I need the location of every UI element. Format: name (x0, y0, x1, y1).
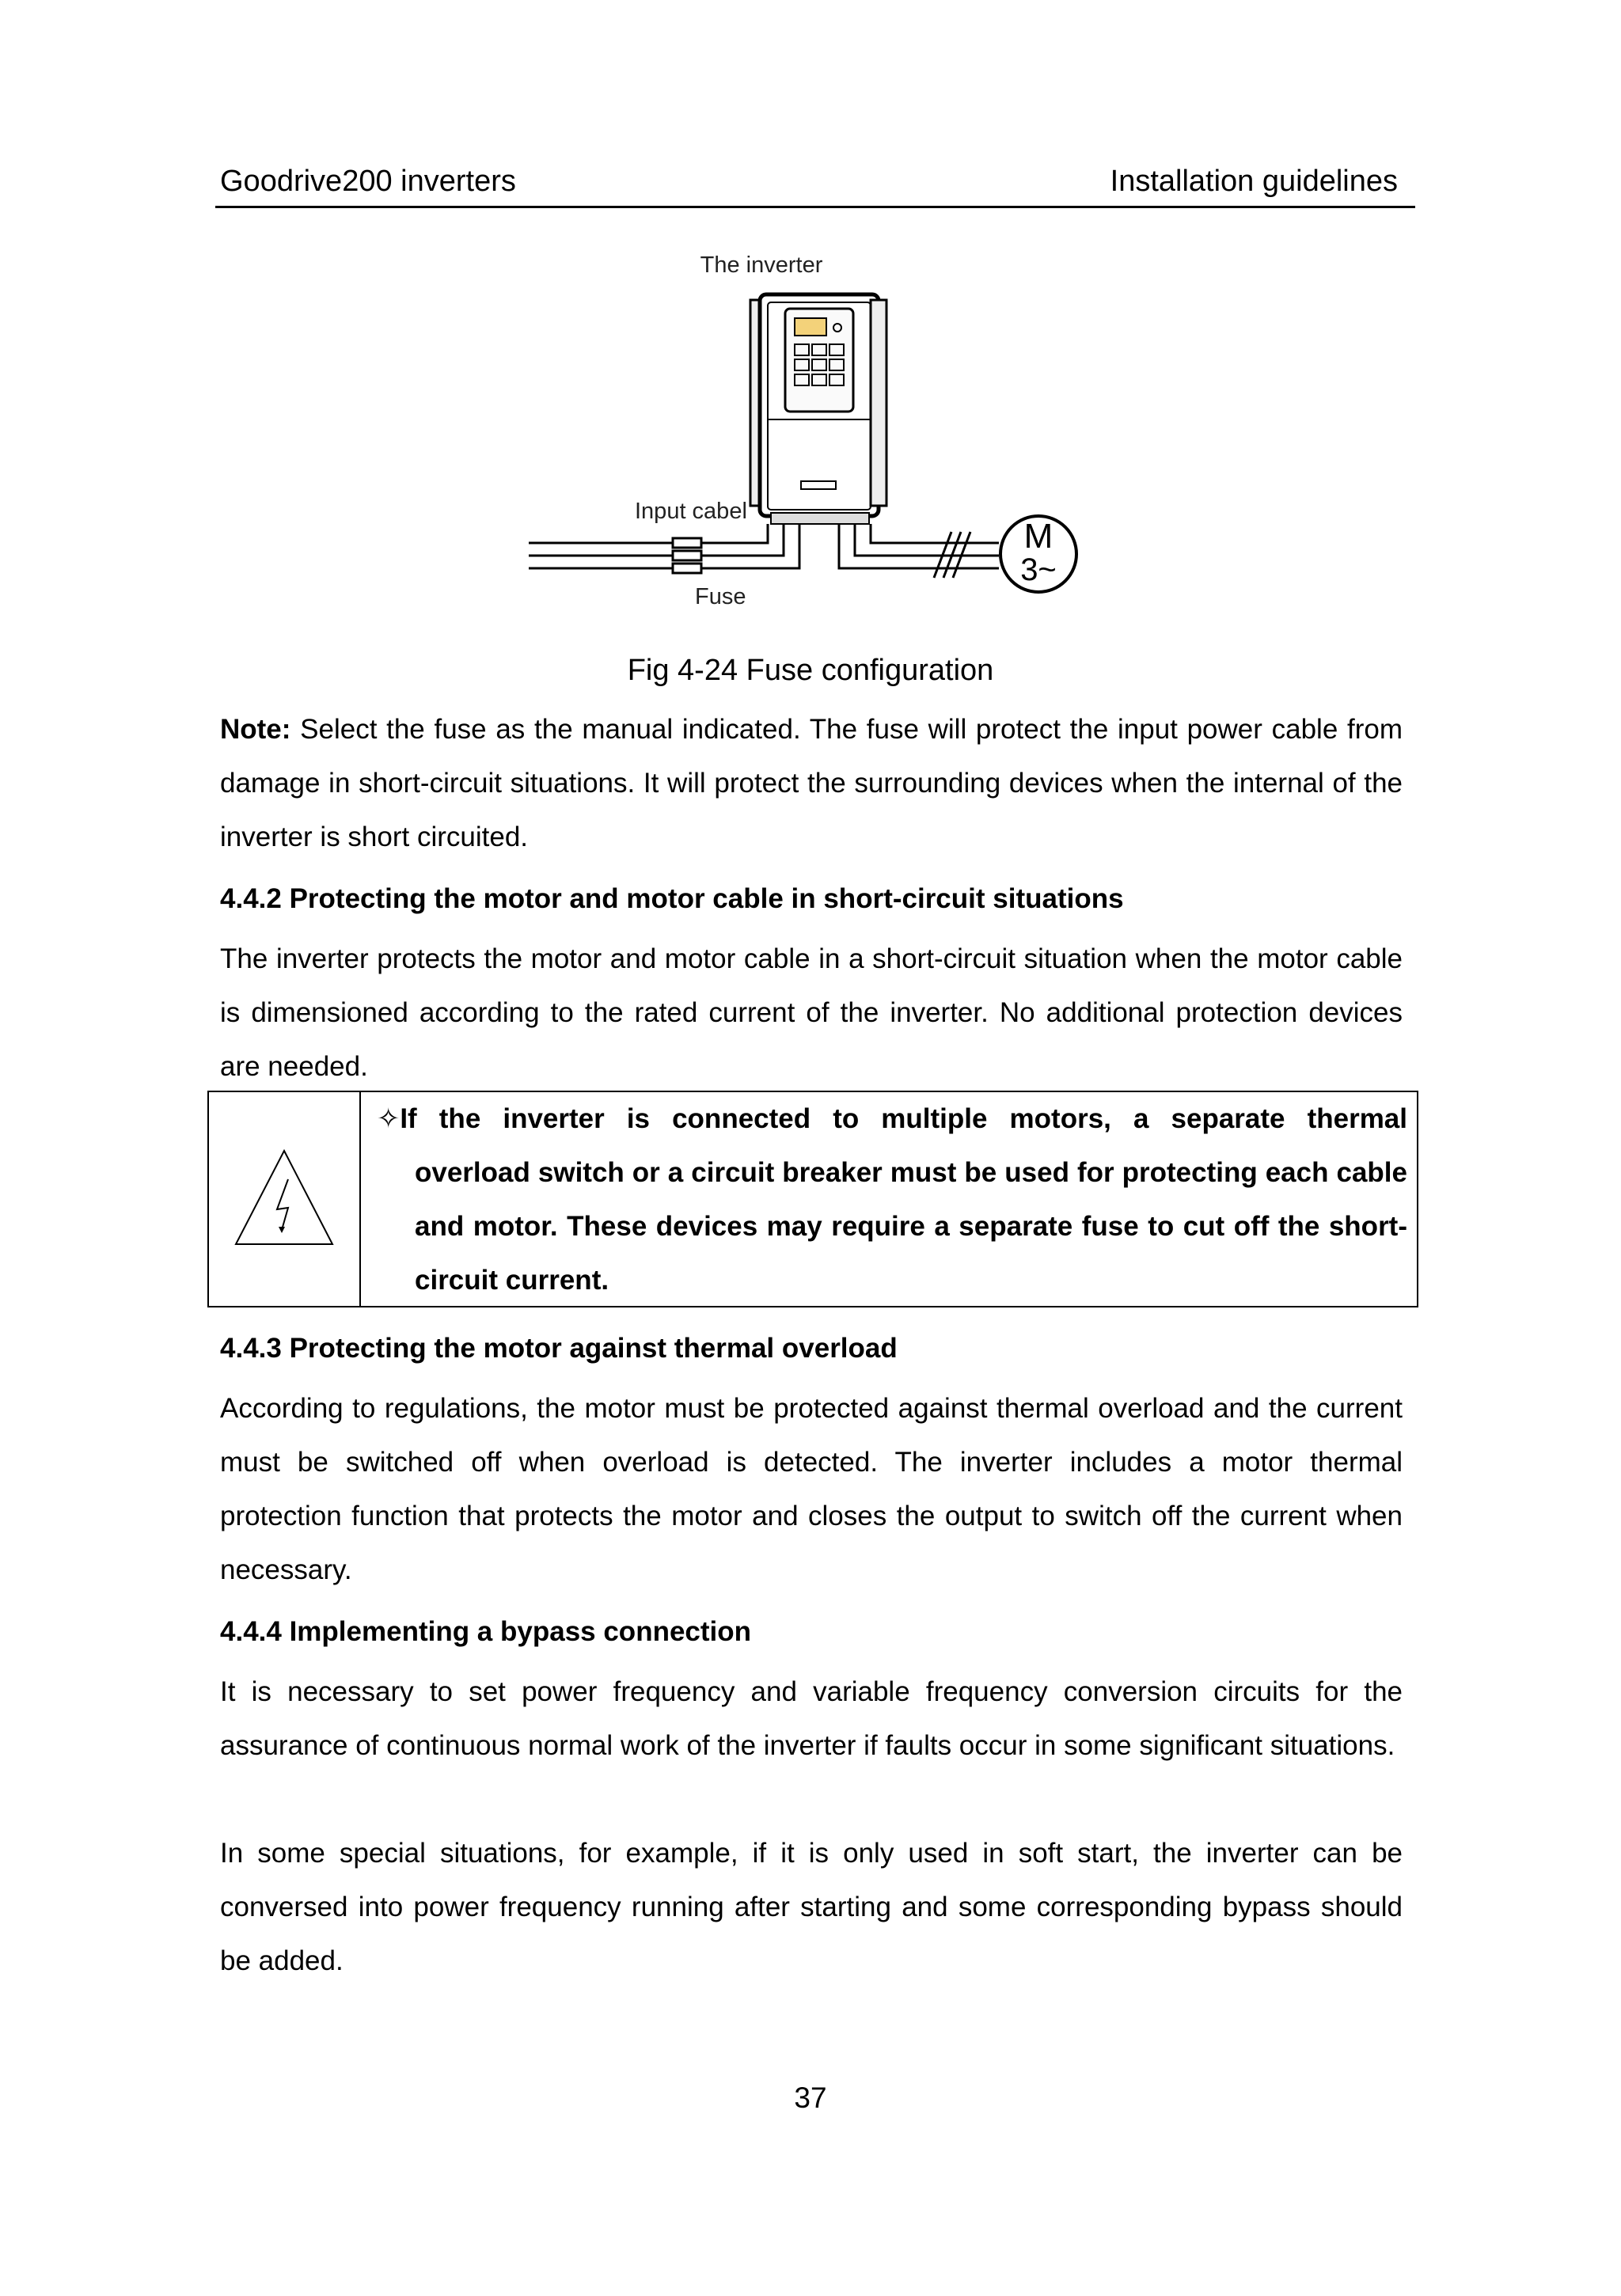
section-heading-4-4-2: 4.4.2 Protecting the motor and motor cable in short-circuit situations (220, 883, 1124, 914)
label-input-cabel: Input cabel (635, 499, 747, 524)
warning-text (377, 1092, 1407, 1307)
warning-line-1: If the inverter is connected to multiple motors, a separate thermal (400, 1103, 1407, 1134)
section-4-4-3-body: According to regulations, the motor must be protected against thermal overload and the current must be switched off when overload is detected. The inverter includes a motor thermal protection function that protects the motor and closes the output to switch off the current when necessary. (220, 1393, 1403, 1585)
label-fuse: Fuse (695, 584, 746, 609)
section-heading-4-4-3: 4.4.3 Protecting the motor against thermal overload (220, 1333, 898, 1364)
motor-label-m: M (1023, 517, 1053, 556)
fuse-icons (673, 538, 701, 573)
inverter-drawing (750, 294, 886, 524)
fuse-configuration-figure (507, 245, 1116, 625)
page-header (215, 161, 1415, 208)
warning-bullet-icon: ✧ (377, 1103, 401, 1134)
electrical-hazard-icon (233, 1148, 336, 1247)
note-label: Note: (220, 714, 291, 745)
page-number: 37 (794, 2082, 827, 2114)
output-cables (839, 524, 999, 578)
section-4-4-2-body: The inverter protects the motor and motor cable in a short-circuit situation when the motor cable is dimensioned according to the rated current of the inverter. No additional protection devices are needed. (220, 943, 1403, 1082)
figure-caption: Fig 4-24 Fuse configuration (627, 654, 994, 687)
motor-label-3phase: 3~ (1020, 552, 1057, 587)
note-paragraph (220, 703, 1403, 864)
warning-line-rest: overload switch or a circuit breaker must be used for protecting each cable and motor. These devices may require a separate fuse to cut off the short-circuit current. (415, 1157, 1407, 1296)
section-4-4-4-body-2: In some special situations, for example, if it is only used in soft start, the inverter can be conversed into power frequency running after starting and some corresponding bypass should be added. (220, 1838, 1403, 1976)
header-doc-title: Goodrive200 inverters (220, 165, 516, 198)
motor-symbol (1000, 516, 1076, 592)
section-heading-4-4-4: 4.4.4 Implementing a bypass connection (220, 1616, 752, 1647)
warning-icon-cell (209, 1092, 361, 1306)
input-cables (529, 524, 799, 568)
fuse-diagram (507, 245, 1116, 625)
label-the-inverter: The inverter (700, 252, 823, 278)
section-4-4-4-body-1: It is necessary to set power frequency and variable frequency conversion circuits for the assurance of continuous normal work of the inverter if faults occur in some significant situations. (220, 1676, 1403, 1761)
warning-box (207, 1091, 1418, 1307)
note-text: Select the fuse as the manual indicated. The fuse will protect the input power cable from damage in short-circuit situations. It will protect the surrounding devices when the internal of the inverter is short circuited. (220, 714, 1403, 852)
header-chapter-title: Installation guidelines (1110, 165, 1398, 198)
